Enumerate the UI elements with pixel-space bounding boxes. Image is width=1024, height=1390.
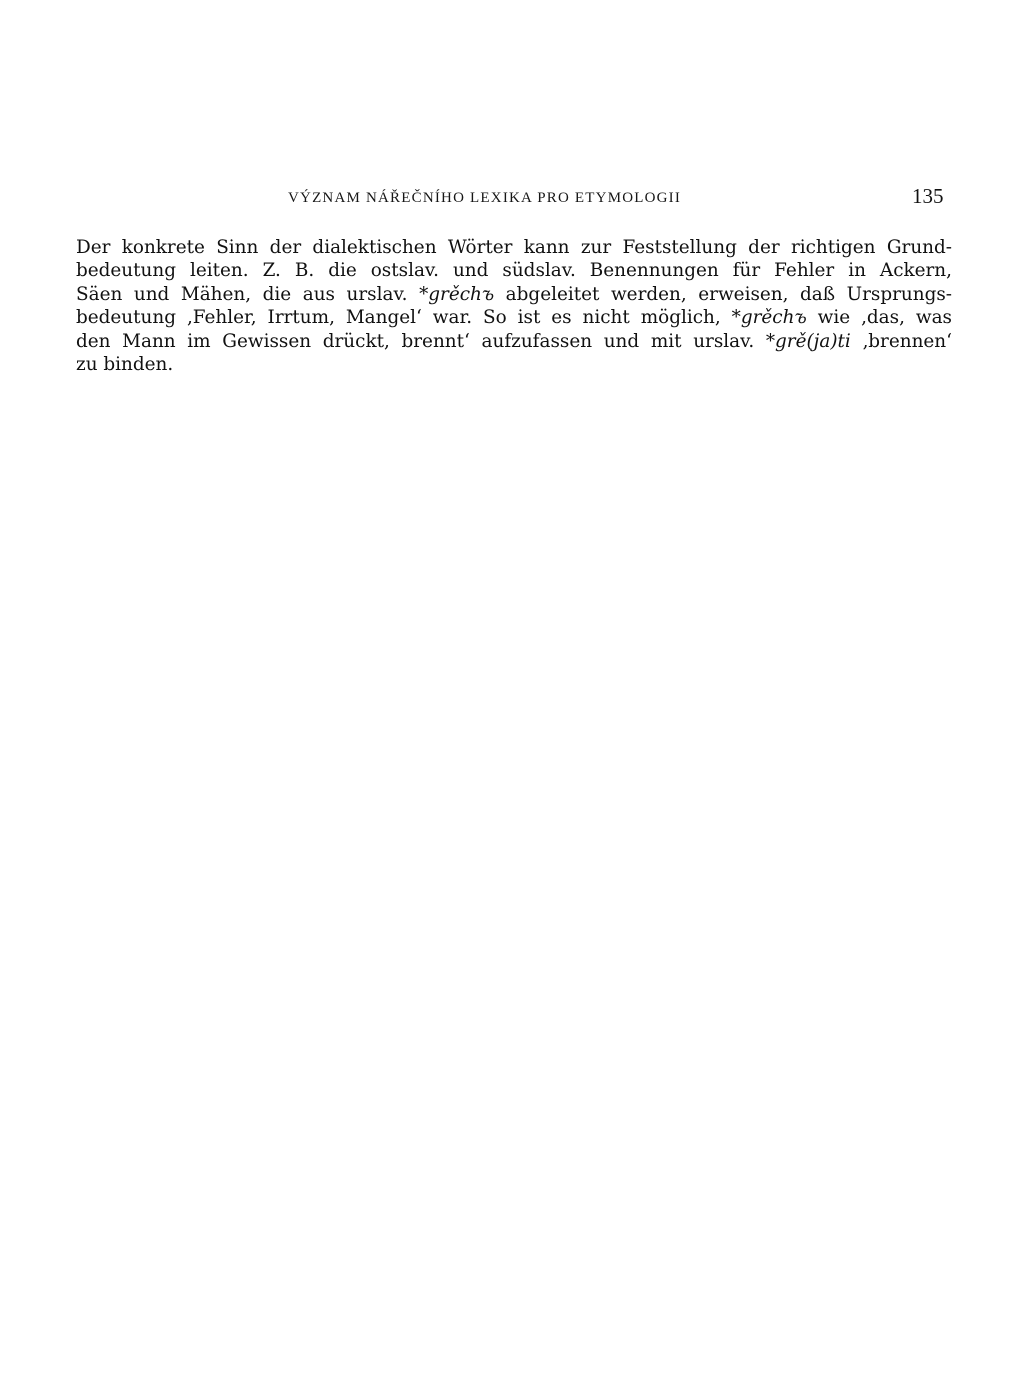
text-line-6: zu binden. — [76, 353, 174, 375]
text-line-5 — [76, 330, 952, 353]
etymon-term: *grěchъ — [731, 307, 807, 329]
text-line-3 — [76, 283, 952, 306]
text-segment: Säen und Mähen, die aus urslav. — [76, 283, 420, 305]
text-segment: wie ‚das, was — [806, 307, 952, 329]
text-segment: bedeutung ‚Fehler, Irrtum, Mangel‘ war. So ist es nicht möglich, — [76, 307, 732, 329]
text-line-4 — [76, 306, 952, 329]
text-line-1: Der konkrete Sinn der dialektischen Wörter kann zur Feststellung der richtigen Grund- — [76, 237, 952, 258]
text-line-2: bedeutung leiten. Z. B. die ostslav. und südslav. Benennungen für Fehler in Ackern, — [76, 260, 952, 282]
etymon-term: *grěchъ — [419, 283, 495, 305]
text-segment: abgeleitet werden, erweisen, daß Ursprungs- — [494, 283, 952, 305]
running-head: VÝZNAM NÁŘEČNÍHO LEXIKA PRO ETYMOLOGII — [288, 190, 682, 206]
text-segment: den Mann im Gewissen drückt, brennt‘ aufzufassen und mit urslav. — [76, 330, 766, 352]
etymon-term: *grě(ja)ti — [765, 330, 851, 352]
body-paragraph — [76, 236, 952, 376]
text-segment: ‚brennen‘ — [850, 330, 952, 352]
page-number: 135 — [912, 184, 944, 208]
